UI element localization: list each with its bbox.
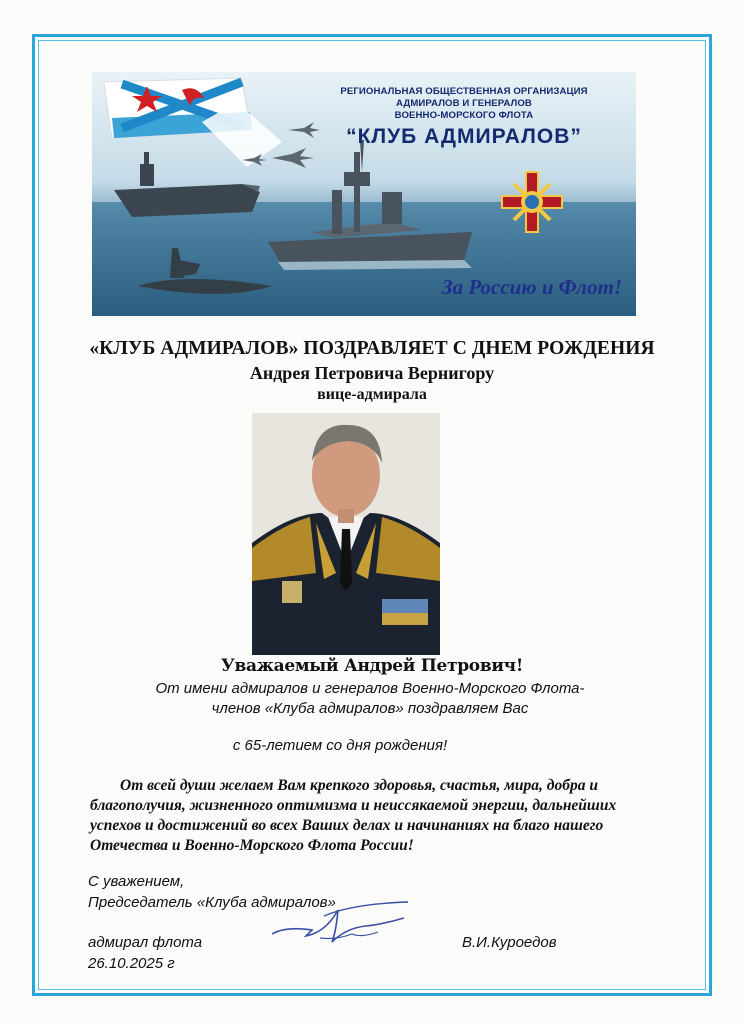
club-name: “КЛУБ АДМИРАЛОВ” [346,125,582,148]
recipient-rank: вице-адмирала [317,386,427,403]
message-line1: От имени адмиралов и генералов Военно-Морского Флота- [155,680,585,697]
organization-header [314,86,614,150]
signer-rank: адмирал флота [88,934,203,951]
document-date: 26.10.2025 г [88,955,175,972]
message-line3: с 65-летием со дня рождения! [232,737,448,754]
regards-text: С уважением, [88,873,185,890]
club-banner [92,72,636,316]
message-line2: членов «Клуба адмиралов» поздравляем Вас [211,700,529,717]
org-name-line2: АДМИРАЛОВ И ГЕНЕРАЛОВ [396,98,532,109]
recipient-name: Андрея Петровича Вернигору [249,363,495,383]
org-name-line3: ВОЕННО-МОРСКОГО ФЛОТА [394,110,534,121]
handwritten-signature [266,896,416,952]
motto: За Россию и Флот! [441,275,623,299]
signer-position: Председатель «Клуба адмиралов» [88,894,336,911]
wishes-text: От всей души желаем Вам крепкого здоровья, счастья, мира, добра и благополучия, жизненного оптимизма и неиссякаемой энергии, дальнейших успехов и достижений во всех Ваших делах и начинаниях на благо нашего Отечества и Военно-Морского Флота России! [90,777,617,854]
org-name-line1: РЕГИОНАЛЬНАЯ ОБЩЕСТВЕННАЯ ОРГАНИЗАЦИЯ [340,86,588,97]
greeting: Уважаемый Андрей Петрович! [221,656,523,676]
wishes-paragraph [90,776,650,856]
signer-name: В.И.Куроедов [462,934,557,951]
congratulation-title: «КЛУБ АДМИРАЛОВ» ПОЗДРАВЛЯЕТ С ДНЕМ РОЖДЕНИЯ [89,338,655,359]
recipient-portrait [252,413,440,655]
